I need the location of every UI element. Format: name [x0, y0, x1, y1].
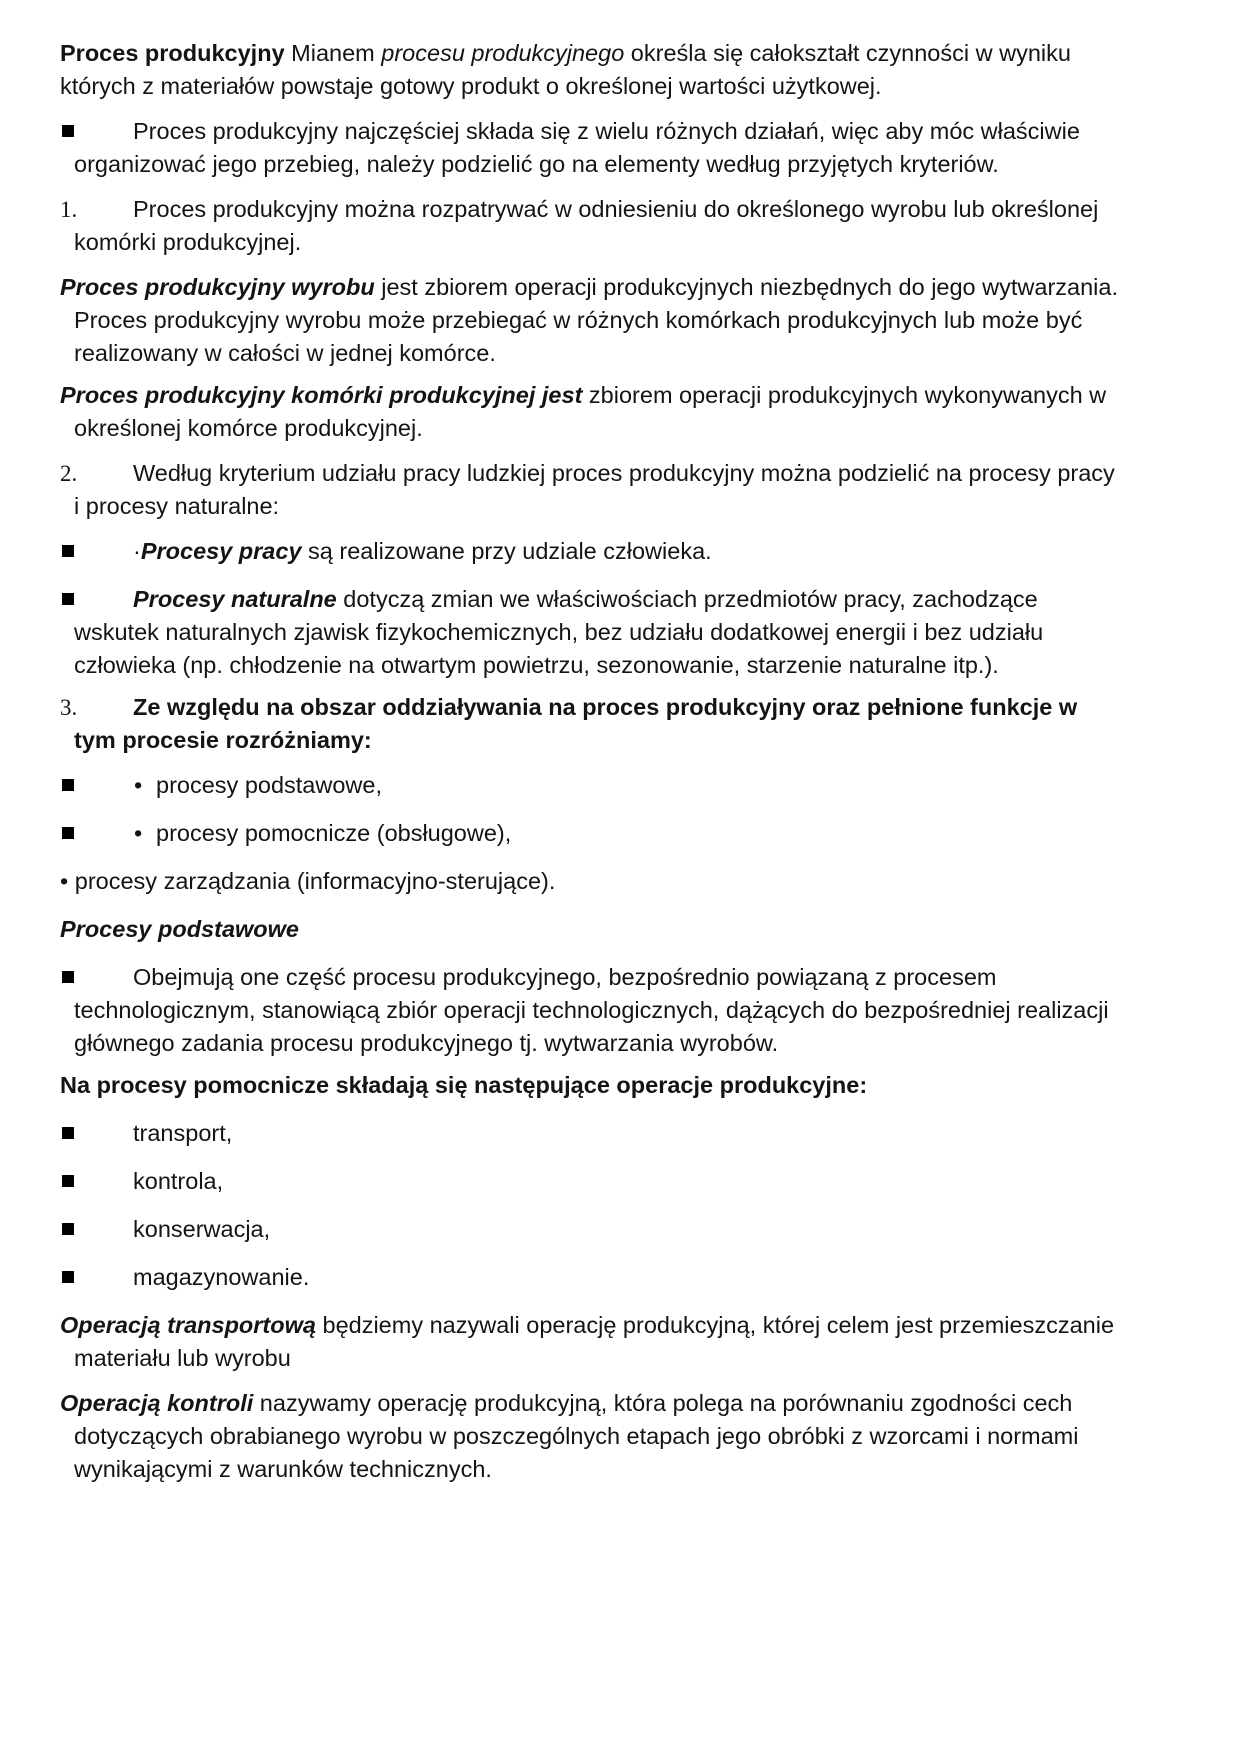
paragraph-bullet: Proces produkcyjny najczęściej składa się z wielu różnych działań, więc aby móc właściwie organizować jego przebieg, należy podzielić go na elementy według przyjętych kryteriów.: [60, 115, 1190, 181]
square-bullet-icon: [62, 1271, 74, 1283]
paragraph-definition: Proces produkcyjny Mianem procesu produkcyjnego określa się całokształt czynności w wyniku których z materiałów powstaje gotowy produkt o określonej wartości użytkowej.: [60, 40, 1071, 99]
paragraph-numbered-3: 3. Ze względu na obszar oddziaływania na proces produkcyjny oraz pełnione funkcje w tym procesie rozróżniamy:: [60, 691, 1190, 757]
list-item-management-processes: • procesy zarządzania (informacyjno-sterujące).: [60, 868, 556, 894]
list-number: 2.: [60, 461, 78, 486]
square-bullet-icon: [62, 1223, 74, 1235]
square-bullet-icon: [62, 125, 74, 137]
section-heading-auxiliary-operations: Na procesy pomocnicze składają się następujące operacje produkcyjne:: [60, 1072, 868, 1098]
paragraph-numbered-1: 1. Proces produkcyjny można rozpatrywać w odniesieniu do określonego wyrobu lub określonej komórki produkcyjnej.: [60, 193, 1190, 259]
list-item-basic-processes: • procesy podstawowe,: [60, 769, 1190, 802]
list-item-maintenance: konserwacja,: [60, 1213, 1190, 1246]
term-bold-italic: Proces produkcyjny wyrobu: [60, 274, 375, 300]
paragraph-cell-process: Proces produkcyjny komórki produkcyjnej jest zbiorem operacji produkcyjnych wykonywanych w określonej komórce produkcyjnej.: [60, 382, 1107, 441]
square-bullet-icon: [62, 593, 74, 605]
term-bold-italic: Operacją transportową: [60, 1312, 316, 1338]
square-bullet-icon: [62, 1175, 74, 1187]
list-number: 3.: [60, 695, 78, 720]
list-item-control: kontrola,: [60, 1165, 1190, 1198]
term-bold-italic: Procesy naturalne: [133, 586, 337, 612]
paragraph-numbered-2: 2. Według kryterium udziału pracy ludzkiej proces produkcyjny można podzielić na procesy pracy i procesy naturalne:: [60, 457, 1190, 523]
square-bullet-icon: [62, 779, 74, 791]
square-bullet-icon: [62, 1127, 74, 1139]
square-bullet-icon: [62, 971, 74, 983]
square-bullet-icon: [62, 545, 74, 557]
bullet-dot: •: [134, 820, 143, 846]
section-heading-basic-processes: Procesy podstawowe: [60, 916, 299, 942]
paragraph-control-operation: Operacją kontroli nazywamy operację produkcyjną, która polega na porównaniu zgodności cech dotyczących obrabianego wyrobu w poszczególnych etapach jego obróbki z wzorcami i normami wynikającymi z warunków technicznych.: [60, 1390, 1079, 1482]
term-heading: Proces produkcyjny: [60, 40, 285, 66]
paragraph-transport-operation: Operacją transportową będziemy nazywali operację produkcyjną, której celem jest przemieszczanie materiału lub wyrobu: [60, 1312, 1115, 1371]
square-bullet-icon: [62, 827, 74, 839]
paragraph-product-process: Proces produkcyjny wyrobu jest zbiorem operacji produkcyjnych niezbędnych do jego wytwarzania. Proces produkcyjny wyrobu może przebiegać w różnych komórkach produkcyjnych lub może być realizowany w całości w jednej komórce.: [60, 274, 1118, 366]
paragraph-bullet-basic-description: Obejmują one część procesu produkcyjnego, bezpośrednio powiązaną z procesem technologicznym, stanowiącą zbiór operacji technologicznych, dążących do bezpośredniej realizacji głównego zadania procesu produkcyjnego tj. wytwarzania wyrobów.: [60, 961, 1190, 1060]
term-bold-italic: Operacją kontroli: [60, 1390, 254, 1416]
paragraph-bullet-natural-processes: Procesy naturalne dotyczą zmian we właściwościach przedmiotów pracy, zachodzące wskutek naturalnych zjawisk fizykochemicznych, bez udziału dodatkowej energii i bez udziału człowieka (np. chłodzenie na otwartym powietrzu, sezonowanie, starzenie naturalne itp.).: [60, 583, 1190, 682]
term-italic: procesu produkcyjnego: [381, 40, 625, 66]
list-item-transport: transport,: [60, 1117, 1190, 1150]
paragraph-bullet-work-processes: ·Procesy pracy są realizowane przy udziale człowieka.: [60, 535, 1190, 568]
term-bold-italic: Proces produkcyjny komórki produkcyjnej jest: [60, 382, 583, 408]
list-number: 1.: [60, 197, 78, 222]
list-item-storage: magazynowanie.: [60, 1261, 1190, 1294]
bullet-dot: •: [134, 772, 143, 798]
list-item-auxiliary-processes: • procesy pomocnicze (obsługowe),: [60, 817, 1190, 850]
term-bold-italic: Procesy pracy: [140, 538, 302, 564]
